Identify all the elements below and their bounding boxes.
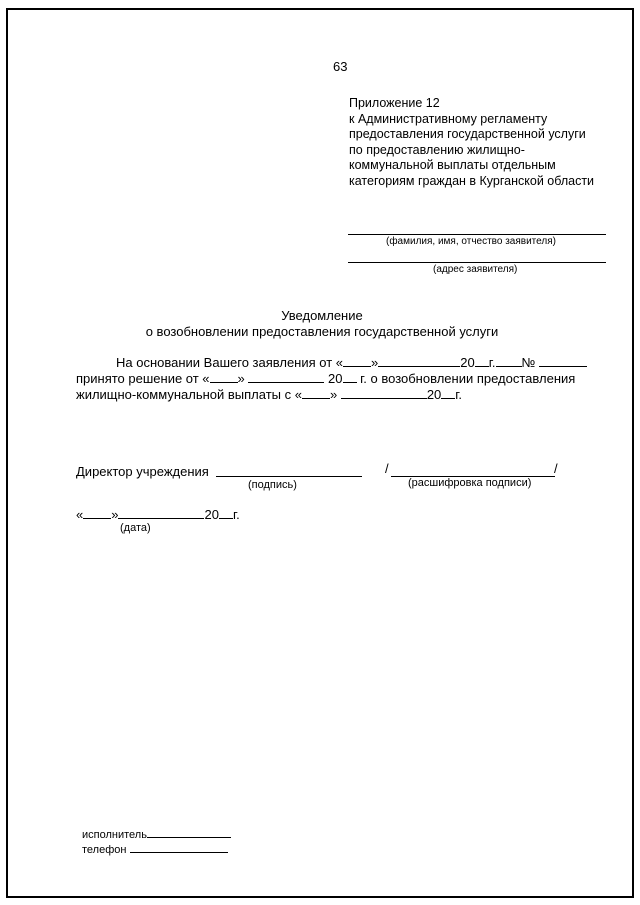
appendix-block bbox=[349, 96, 594, 190]
body-text: г. о возобновлении предоставления bbox=[360, 371, 576, 386]
appendix-line: Приложение 12 bbox=[349, 96, 440, 110]
blank-year bbox=[219, 506, 233, 519]
body-line-3 bbox=[76, 386, 462, 402]
date-text: 20 bbox=[204, 507, 219, 522]
signature-caption: (подпись) bbox=[248, 479, 297, 491]
date-line bbox=[76, 506, 240, 522]
date-text: » bbox=[111, 507, 119, 522]
blank-month bbox=[118, 506, 204, 519]
phone-label: телефон bbox=[82, 844, 127, 856]
blank-year bbox=[475, 354, 489, 367]
date-text: г. bbox=[232, 507, 240, 522]
blank-day bbox=[210, 370, 238, 383]
document-title: Уведомление bbox=[281, 308, 363, 323]
body-text: 20 bbox=[460, 355, 475, 370]
blank-day bbox=[302, 386, 330, 399]
blank-number bbox=[539, 354, 587, 367]
body-text: г. bbox=[455, 387, 463, 402]
body-text: принято решение от « bbox=[76, 371, 210, 386]
executor-row bbox=[82, 827, 231, 841]
signature-line bbox=[216, 476, 362, 477]
appendix-line: категориям граждан в Курганской области bbox=[349, 173, 595, 188]
body-text: » bbox=[329, 387, 338, 402]
phone-blank bbox=[130, 842, 228, 853]
body-line-1 bbox=[116, 354, 587, 370]
slash-close: / bbox=[554, 461, 558, 476]
phone-row bbox=[82, 842, 228, 856]
body-text: » bbox=[371, 355, 379, 370]
slash-open: / bbox=[385, 461, 389, 476]
body-text: жилищно-коммунальной выплаты с « bbox=[76, 387, 302, 402]
executor-blank bbox=[147, 827, 231, 838]
applicant-address-caption: (адрес заявителя) bbox=[433, 264, 518, 275]
body-text: » bbox=[237, 371, 245, 386]
appendix-line: предоставления государственной услуги bbox=[349, 127, 586, 142]
blank-month bbox=[341, 386, 427, 399]
body-line-2 bbox=[76, 370, 575, 386]
applicant-name-line bbox=[348, 234, 606, 235]
date-caption: (дата) bbox=[120, 522, 151, 534]
blank-month bbox=[378, 354, 460, 367]
document-subtitle: о возобновлении предоставления государственной услуги bbox=[145, 324, 499, 339]
blank-month bbox=[248, 370, 324, 383]
appendix-line: коммунальной выплаты отдельным bbox=[349, 158, 556, 173]
appendix-line: к Административному регламенту bbox=[349, 111, 548, 126]
body-text: На основании Вашего заявления от « bbox=[116, 355, 344, 370]
date-text: « bbox=[76, 507, 84, 522]
decode-caption: (расшифровка подписи) bbox=[408, 477, 532, 489]
blank-day bbox=[343, 354, 371, 367]
blank-year bbox=[343, 370, 357, 383]
director-label: Директор учреждения bbox=[76, 464, 209, 479]
body-text: 20 bbox=[328, 371, 343, 386]
page-number: 63 bbox=[333, 59, 348, 74]
blank-year bbox=[441, 386, 455, 399]
body-text: г. bbox=[488, 355, 496, 370]
executor-label: исполнитель bbox=[82, 829, 147, 841]
body-text: 20 bbox=[426, 387, 442, 402]
blank-space bbox=[496, 354, 522, 367]
appendix-line: по предоставлению жилищно- bbox=[349, 142, 525, 157]
applicant-name-caption: (фамилия, имя, отчество заявителя) bbox=[386, 236, 556, 247]
body-text: № bbox=[521, 355, 536, 370]
applicant-address-line bbox=[348, 262, 606, 263]
blank-day bbox=[83, 506, 111, 519]
document-page bbox=[6, 8, 634, 898]
